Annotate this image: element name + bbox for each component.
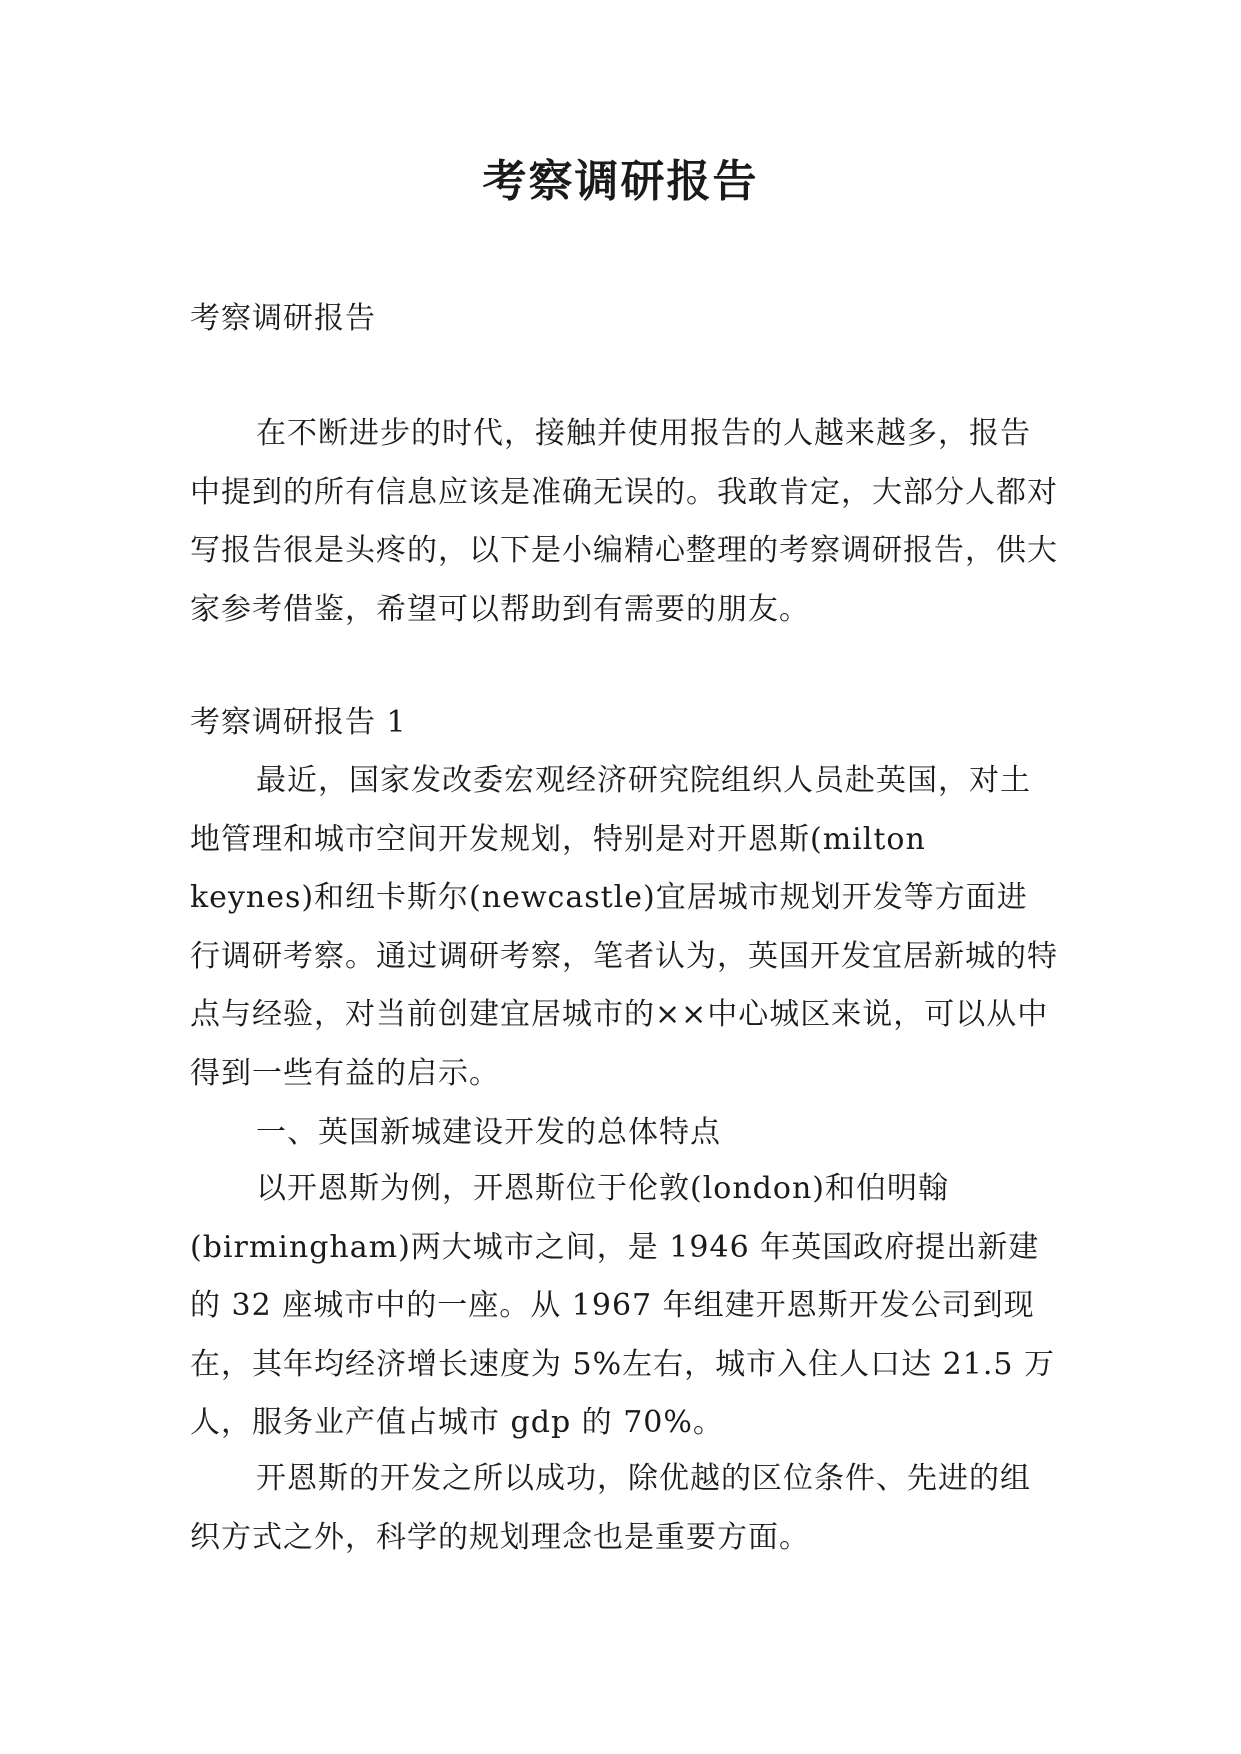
document-subtitle: 考察调研报告 (190, 301, 376, 336)
intro-paragraph: 在不断进步的时代，接触并使用报告的人越来越多，报告中提到的所有信息应该是准确无误的。我敢肯定，大部分人都对写报告很是头疼的，以下是小编精心整理的考察调研报告，供大家参考借鉴，希望可以帮助到有需要的朋友。 (190, 416, 1058, 627)
document-title: 考察调研报告 (482, 156, 759, 207)
section-heading-1: 一、英国新城建设开发的总体特点 (256, 1115, 721, 1150)
section-title: 考察调研报告 1 (190, 705, 407, 740)
paragraph-milton-keynes: 以开恩斯为例，开恩斯位于伦敦(london)和伯明翰(birmingham)两大城市之间，是 1946 年英国政府提出新建的 32 座城市中的一座。从 1967 年组建开恩斯开发公司到现在，其年均经济增长速度为 5%左右，城市入住人口达 21.5 万人，服务业产值占城市 gdp 的 70%。 (190, 1171, 1055, 1440)
paragraph-recent: 最近，国家发改委宏观经济研究院组织人员赴英国，对土地管理和城市空间开发规划，特别是对开恩斯(milton keynes)和纽卡斯尔(newcastle)宜居城市规划开发等方面进行调研考察。通过调研考察，笔者认为，英国开发宜居新城的特点与经验，对当前创建宜居城市的××中心城区来说，可以从中得到一些有益的启示。 (190, 763, 1058, 1091)
paragraph-success: 开恩斯的开发之所以成功，除优越的区位条件、先进的组织方式之外，科学的规划理念也是重要方面。 (190, 1461, 1031, 1555)
